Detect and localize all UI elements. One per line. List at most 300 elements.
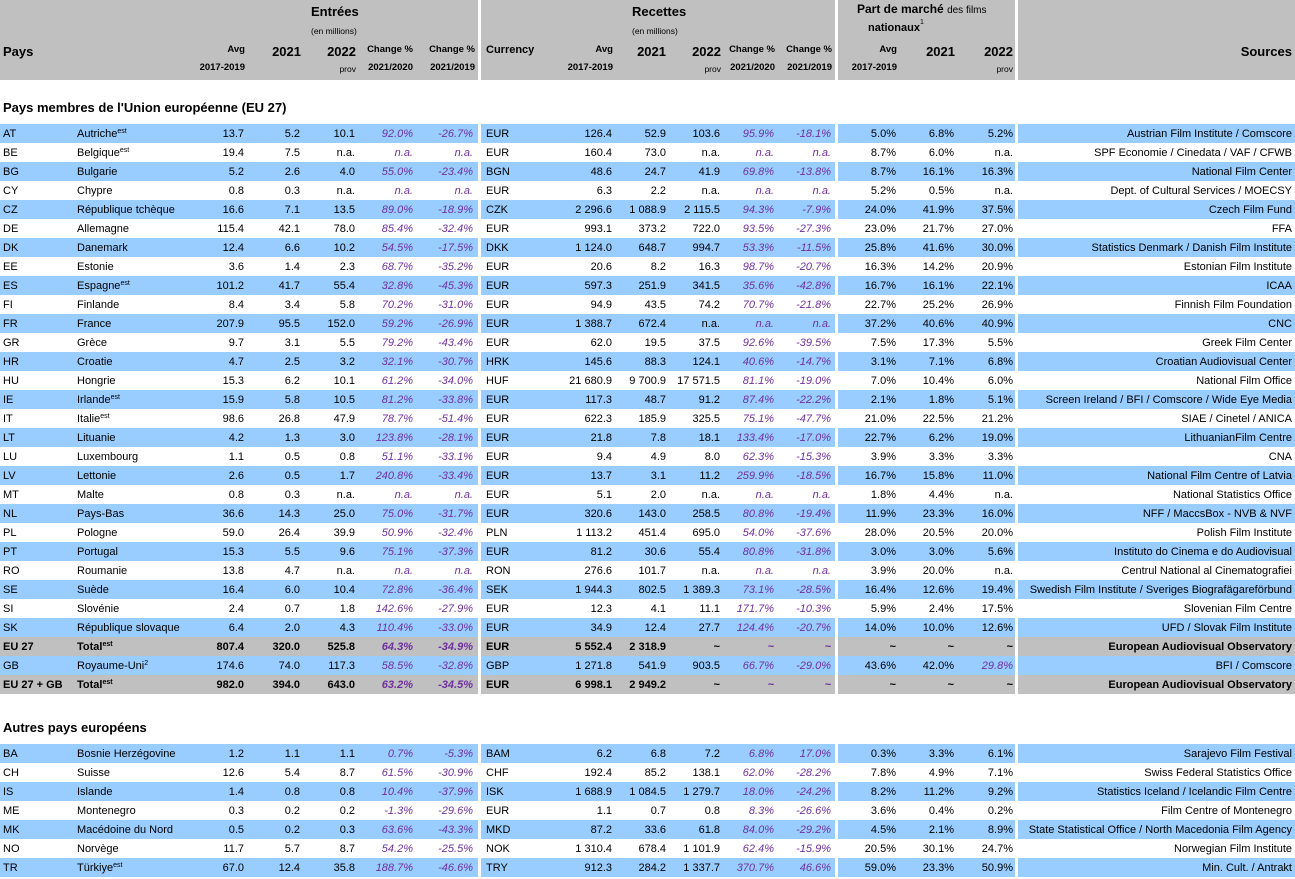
cell-r-avg: 13.7: [590, 470, 612, 482]
column-header-prov: prov: [996, 64, 1013, 74]
table-row: [0, 504, 1295, 523]
cell-r-2022: 16.3: [698, 261, 720, 273]
country-name: Estonie: [77, 261, 114, 273]
cell-code: HU: [3, 375, 19, 387]
cell-code: GB: [3, 660, 19, 672]
cell-e-2021: 5.8: [284, 394, 300, 406]
cell-e-c1: 58.5%: [381, 660, 413, 672]
cell-r-c1: 70.7%: [742, 299, 774, 311]
cell-src: Greek Film Center: [1202, 337, 1292, 349]
cell-cur: BAM: [486, 748, 510, 760]
cell-e-c2: -45.3%: [438, 280, 473, 292]
cell-cur: HRK: [486, 356, 510, 368]
cell-e-2021: 5.5: [284, 546, 300, 558]
cell-e-c2: n.a.: [454, 489, 473, 501]
cell-name: [77, 219, 129, 238]
cell-p-2021: 12.6%: [922, 584, 954, 596]
cell-cur: EUR: [486, 337, 510, 349]
cell-name: [77, 352, 112, 371]
cell-p-avg: 1.8%: [870, 489, 896, 501]
header-part-des: des films: [947, 5, 987, 16]
country-name: Slovénie: [77, 603, 120, 615]
cell-p-2022: 6.8%: [987, 356, 1013, 368]
cell-r-c2: -7.9%: [802, 204, 831, 216]
cell-p-2022: ~: [1006, 641, 1013, 653]
cell-e-2022: 25.0: [333, 508, 355, 520]
cell-e-2021: 6.0: [284, 584, 300, 596]
table-row: [0, 257, 1295, 276]
country-name: Grèce: [77, 337, 107, 349]
cell-p-2021: 16.1%: [922, 280, 954, 292]
cell-code: EU 27: [3, 641, 34, 653]
column-header-2021: 2021: [637, 44, 666, 59]
cell-name: [77, 143, 129, 162]
cell-p-avg: 3.0%: [870, 546, 896, 558]
cell-r-c1: 80.8%: [742, 508, 774, 520]
cell-e-2022: 2.3: [339, 261, 355, 273]
country-name: Montenegro: [77, 805, 136, 817]
cell-e-2022: 55.4: [333, 280, 355, 292]
cell-e-c2: -34.5%: [438, 679, 473, 691]
cell-r-c2: -39.5%: [796, 337, 831, 349]
cell-e-2022: n.a.: [336, 565, 355, 577]
cell-e-2021: 0.3: [284, 185, 300, 197]
cell-src: NFF / MaccsBox - NVB & NVF: [1142, 508, 1292, 520]
cell-r-avg: 81.2: [590, 546, 612, 558]
cell-p-2022: 5.6%: [987, 546, 1013, 558]
cell-cur: PLN: [486, 527, 508, 539]
cell-e-avg: 0.5: [228, 824, 244, 836]
cell-name: [77, 504, 124, 523]
cell-p-2021: 17.3%: [922, 337, 954, 349]
cell-r-2022: 341.5: [692, 280, 720, 292]
cell-r-avg: 160.4: [584, 147, 612, 159]
cell-p-avg: 8.7%: [870, 166, 896, 178]
cell-cur: EUR: [486, 223, 510, 235]
cell-src: Croatian Audiovisual Center: [1155, 356, 1292, 368]
country-name: Croatie: [77, 356, 113, 368]
cell-r-2022: 55.4: [698, 546, 720, 558]
table-row: [0, 744, 1295, 763]
cell-e-c2: -35.2%: [438, 261, 473, 273]
cell-p-2022: 19.4%: [981, 584, 1013, 596]
cell-e-avg: 12.4: [222, 242, 244, 254]
cell-e-avg: 8.4: [228, 299, 244, 311]
cell-code: IS: [3, 786, 14, 798]
cell-r-avg: 6.2: [596, 748, 612, 760]
country-name: Espagne: [77, 280, 121, 292]
cell-e-avg: 4.2: [228, 432, 244, 444]
cell-e-c2: -23.4%: [438, 166, 473, 178]
column-header-avg-period: 2017-2019: [199, 62, 245, 73]
cell-e-c2: -33.0%: [438, 622, 473, 634]
cell-e-c2: -37.3%: [438, 546, 473, 558]
cell-r-2021: 678.4: [638, 843, 666, 855]
cell-r-2022: 7.2: [704, 748, 720, 760]
cell-r-2022: 1 337.7: [683, 862, 720, 874]
column-header-change-period-b: 2021/2019: [430, 62, 475, 73]
cell-p-avg: 11.9%: [865, 508, 896, 520]
cell-cur: EUR: [486, 128, 510, 140]
cell-r-c2: ~: [824, 679, 831, 691]
cell-r-2021: 672.4: [638, 318, 666, 330]
cell-r-c2: 46.6%: [799, 862, 831, 874]
cell-p-2021: 30.1%: [922, 843, 954, 855]
cell-r-c2: -15.9%: [796, 843, 831, 855]
cell-e-c1: 0.7%: [387, 748, 413, 760]
cell-code: DE: [3, 223, 19, 235]
cell-r-c1: 84.0%: [742, 824, 774, 836]
table-row: [0, 295, 1295, 314]
cell-name: [77, 238, 128, 257]
cell-e-c2: -26.9%: [438, 318, 473, 330]
header-entrees: Entrées: [311, 4, 359, 19]
cell-r-c2: -19.0%: [796, 375, 831, 387]
cell-code: CY: [3, 185, 19, 197]
cell-src: CNA: [1268, 451, 1292, 463]
cell-e-c1: 10.4%: [381, 786, 413, 798]
cell-p-2021: 14.2%: [922, 261, 954, 273]
table-row: [0, 485, 1295, 504]
cell-e-c2: -32.4%: [438, 527, 473, 539]
cell-e-2021: 0.5: [284, 451, 300, 463]
table-row: [0, 276, 1295, 295]
cell-name: [77, 181, 112, 200]
cell-r-c1: 92.6%: [742, 337, 774, 349]
cell-r-c2: -21.8%: [796, 299, 831, 311]
cell-e-c1: 85.4%: [381, 223, 413, 235]
cell-e-avg: 101.2: [216, 280, 244, 292]
country-name: Macédoine du Nord: [77, 824, 174, 836]
cell-r-2021: 0.7: [650, 805, 666, 817]
cell-r-avg: 21.8: [590, 432, 612, 444]
table-row: [0, 580, 1295, 599]
cell-cur: CZK: [486, 204, 508, 216]
table-row: [0, 466, 1295, 485]
cell-e-c2: -36.4%: [438, 584, 473, 596]
cell-e-avg: 4.7: [228, 356, 244, 368]
cell-src: National Statistics Office: [1172, 489, 1292, 501]
cell-r-c1: 94.3%: [742, 204, 774, 216]
cell-e-2022: 8.7: [339, 843, 355, 855]
cell-code: NO: [3, 843, 20, 855]
cell-p-2022: 24.7%: [981, 843, 1013, 855]
cell-e-2022: n.a.: [336, 489, 355, 501]
cell-e-c1: n.a.: [394, 147, 413, 159]
country-name: Bulgarie: [77, 166, 118, 178]
cell-r-avg: 117.3: [585, 394, 612, 406]
footnote-marker: est: [117, 128, 127, 135]
table-row: [0, 618, 1295, 637]
cell-r-2022: n.a.: [701, 147, 720, 159]
cell-e-2022: 0.3: [339, 824, 355, 836]
cell-r-avg: 5 552.4: [575, 641, 612, 653]
cell-name: [77, 409, 110, 428]
cell-p-2021: 11.2%: [923, 786, 954, 798]
cell-p-avg: 8.7%: [870, 147, 896, 159]
cell-name: [77, 523, 117, 542]
cell-e-2021: 14.3: [278, 508, 300, 520]
cell-code: DK: [3, 242, 19, 254]
cell-p-2021: 1.8%: [928, 394, 954, 406]
cell-p-2021: 7.1%: [928, 356, 954, 368]
cell-p-avg: 7.0%: [870, 375, 896, 387]
cell-r-2021: 43.5: [644, 299, 666, 311]
cell-r-2021: 3.1: [650, 470, 666, 482]
cell-src: National Film Center: [1191, 166, 1292, 178]
cell-src: National Film Office: [1196, 375, 1292, 387]
cell-code: TR: [3, 862, 18, 874]
cell-name: [77, 333, 107, 352]
cell-e-2022: 3.0: [339, 432, 355, 444]
cell-e-2022: 5.8: [339, 299, 355, 311]
cell-p-avg: 7.5%: [870, 337, 896, 349]
cell-src: Austrian Film Institute / Comscore: [1126, 128, 1292, 140]
cell-p-2022: 16.3%: [981, 166, 1013, 178]
cell-src: European Audiovisual Observatory: [1108, 641, 1292, 653]
table-row: [0, 143, 1295, 162]
cell-r-2022: ~: [713, 641, 720, 653]
cell-p-avg: 20.5%: [864, 843, 896, 855]
cell-src: National Film Centre of Latvia: [1147, 470, 1292, 482]
column-header-avg: Avg: [595, 44, 613, 55]
cell-p-avg: 7.8%: [870, 767, 896, 779]
cell-code: SI: [3, 603, 14, 615]
cell-src: Finnish Film Foundation: [1174, 299, 1292, 311]
cell-e-c2: -18.9%: [438, 204, 473, 216]
cell-src: Dept. of Cultural Services / MOECSY: [1110, 185, 1292, 197]
cell-r-2022: 11.2: [699, 470, 720, 482]
cell-r-c1: n.a.: [755, 318, 774, 330]
cell-p-2021: 6.2%: [928, 432, 954, 444]
cell-p-avg: 4.5%: [870, 824, 896, 836]
cell-code: BA: [3, 748, 18, 760]
cell-r-c1: 80.8%: [742, 546, 774, 558]
cell-r-2022: 2 115.5: [684, 204, 720, 216]
cell-e-avg: 15.9: [222, 394, 244, 406]
cell-src: Instituto do Cinema e do Audiovisual: [1114, 546, 1292, 558]
country-name: République tchèque: [77, 204, 175, 216]
cell-e-2021: 2.0: [284, 622, 300, 634]
cell-r-c2: -28.5%: [796, 584, 831, 596]
cell-r-avg: 21 680.9: [569, 375, 612, 387]
cell-r-2022: n.a.: [701, 318, 720, 330]
country-name: République slovaque: [77, 622, 180, 634]
cell-code: MT: [3, 489, 19, 501]
cell-e-c1: 78.7%: [381, 413, 413, 425]
cell-e-avg: 19.4: [222, 147, 244, 159]
cell-src: Statistics Iceland / Icelandic Film Centre: [1096, 786, 1292, 798]
table-row: [0, 820, 1295, 839]
row-shading: [1018, 314, 1295, 333]
cell-e-avg: 12.6: [222, 767, 244, 779]
cell-e-c1: 63.2%: [381, 679, 413, 691]
cell-p-2021: 2.4%: [928, 603, 954, 615]
country-name: Pays-Bas: [77, 508, 125, 520]
cell-e-2022: 10.5: [333, 394, 355, 406]
cell-e-2022: 39.9: [333, 527, 355, 539]
cell-r-c1: 40.6%: [742, 356, 774, 368]
cell-src: UFD / Slovak Film Institute: [1161, 622, 1292, 634]
cell-e-2022: 3.2: [339, 356, 355, 368]
column-header-2021: 2021: [272, 44, 301, 59]
cell-r-c2: n.a.: [812, 318, 831, 330]
cell-e-c1: 188.7%: [375, 862, 413, 874]
cell-e-avg: 1.1: [228, 451, 244, 463]
cell-r-avg: 597.3: [584, 280, 612, 292]
cell-r-c2: -27.3%: [796, 223, 831, 235]
cell-r-c2: -28.2%: [796, 767, 831, 779]
cell-code: CZ: [3, 204, 18, 216]
cell-p-2022: n.a.: [994, 489, 1013, 501]
cell-src: Statistics Denmark / Danish Film Institute: [1091, 242, 1292, 254]
cell-code: ES: [3, 280, 18, 292]
cell-p-2022: 20.9%: [981, 261, 1013, 273]
cell-e-2022: 13.5: [333, 204, 355, 216]
cell-e-2021: 0.3: [284, 489, 300, 501]
cell-e-c1: 32.8%: [381, 280, 413, 292]
table-row: [0, 428, 1295, 447]
cell-p-2022: n.a.: [994, 185, 1013, 197]
cell-r-avg: 1 271.8: [575, 660, 612, 672]
cell-r-c2: -42.8%: [796, 280, 831, 292]
cell-cur: NOK: [486, 843, 510, 855]
cell-r-2022: 994.7: [692, 242, 720, 254]
cell-code: GR: [3, 337, 20, 349]
cell-r-c2: -17.0%: [796, 432, 831, 444]
cell-e-avg: 2.4: [228, 603, 244, 615]
cell-p-avg: 25.8%: [864, 242, 896, 254]
cell-name: [77, 390, 120, 409]
column-header-2022: 2022: [984, 44, 1013, 59]
cell-p-2021: 23.3%: [922, 508, 954, 520]
table-row: [0, 238, 1295, 257]
country-name: Portugal: [77, 546, 118, 558]
cell-p-2021: 3.3%: [928, 748, 954, 760]
cell-p-avg: 0.3%: [870, 748, 896, 760]
cell-e-c1: 75.1%: [381, 546, 413, 558]
cell-r-avg: 62.0: [590, 337, 612, 349]
cell-cur: EUR: [486, 394, 510, 406]
cell-e-2021: 41.7: [278, 280, 300, 292]
cell-name: [77, 466, 116, 485]
cell-r-c2: -29.2%: [796, 824, 831, 836]
cell-p-2021: 22.5%: [922, 413, 954, 425]
table-row: [0, 675, 1295, 694]
cell-e-avg: 1.4: [228, 786, 244, 798]
cell-p-avg: 23.0%: [864, 223, 896, 235]
cell-e-avg: 9.7: [228, 337, 244, 349]
cell-e-2022: 4.0: [339, 166, 355, 178]
cell-e-c2: -34.0%: [438, 375, 473, 387]
row-shading: [838, 637, 1015, 656]
footnote-marker: est: [110, 394, 120, 401]
cell-p-avg: 59.0%: [864, 862, 896, 874]
cell-p-2022: 5.1%: [987, 394, 1013, 406]
cell-p-2022: 7.1%: [987, 767, 1013, 779]
cell-r-c2: n.a.: [812, 489, 831, 501]
table-row: [0, 858, 1295, 877]
cell-p-2022: 8.9%: [987, 824, 1013, 836]
cell-r-c1: 6.8%: [748, 748, 774, 760]
cell-name: [77, 858, 122, 877]
cell-cur: CHF: [486, 767, 509, 779]
cell-r-2021: 143.0: [638, 508, 666, 520]
column-header-avg: Avg: [879, 44, 897, 55]
cell-cur: SEK: [486, 584, 509, 596]
cell-p-avg: 37.2%: [864, 318, 896, 330]
cell-p-avg: 16.7%: [864, 280, 896, 292]
cell-src: Centrul National al Cinematografiei: [1121, 565, 1292, 577]
cell-e-avg: 1.2: [228, 748, 244, 760]
cell-r-c1: 18.0%: [742, 786, 774, 798]
cell-src: LithuanianFilm Centre: [1184, 432, 1292, 444]
cell-e-c1: n.a.: [394, 565, 413, 577]
cell-p-avg: 22.7%: [864, 299, 896, 311]
country-name: Lettonie: [77, 470, 117, 482]
cell-e-2021: 0.5: [284, 470, 300, 482]
column-header-change-period-a: 2021/2020: [368, 62, 413, 73]
cell-r-2021: 1 088.9: [629, 204, 666, 216]
country-name: Danemark: [77, 242, 128, 254]
cell-r-avg: 1 124.0: [575, 242, 612, 254]
cell-e-c2: -43.3%: [438, 824, 473, 836]
footnote-marker: 2: [144, 660, 149, 667]
cell-e-2021: 26.4: [278, 527, 300, 539]
cell-code: CH: [3, 767, 19, 779]
cell-e-c1: 54.5%: [381, 242, 413, 254]
cell-p-avg: 3.9%: [870, 565, 896, 577]
cell-src: Slovenian Film Centre: [1183, 603, 1292, 615]
cell-name: [77, 637, 113, 656]
cell-r-avg: 2 296.6: [575, 204, 612, 216]
cell-p-2022: 5.5%: [987, 337, 1013, 349]
cell-e-c1: 89.0%: [381, 204, 413, 216]
cell-e-2022: 643.0: [327, 679, 355, 691]
cell-e-avg: 115.4: [217, 223, 244, 235]
cell-p-2022: 16.0%: [981, 508, 1013, 520]
cell-e-avg: 982.0: [216, 679, 244, 691]
cell-e-2021: 394.0: [272, 679, 300, 691]
cell-p-2021: 0.4%: [928, 805, 954, 817]
cell-name: [77, 162, 117, 181]
cell-code: BE: [3, 147, 18, 159]
cell-p-2021: 41.9%: [922, 204, 954, 216]
cell-p-2022: 37.5%: [981, 204, 1013, 216]
country-name: Royaume-Uni: [77, 660, 145, 672]
cell-r-avg: 145.6: [584, 356, 612, 368]
cell-cur: EUR: [486, 147, 510, 159]
cell-code: EE: [3, 261, 18, 273]
cell-p-avg: 5.9%: [870, 603, 896, 615]
cell-e-2022: 525.8: [327, 641, 355, 653]
cell-p-2021: 40.6%: [922, 318, 954, 330]
cell-r-2022: 18.1: [698, 432, 720, 444]
cell-p-2021: 10.4%: [922, 375, 954, 387]
cell-name: [77, 124, 127, 143]
cell-code: PT: [3, 546, 18, 558]
cell-cur: EUR: [486, 413, 510, 425]
cell-p-avg: 14.0%: [864, 622, 896, 634]
country-name: Bosnie Herzégovine: [77, 748, 176, 760]
cell-e-c1: 142.6%: [375, 603, 413, 615]
cell-name: [77, 675, 113, 694]
cell-e-c2: -33.4%: [438, 470, 473, 482]
cell-src: European Audiovisual Observatory: [1108, 679, 1292, 691]
cell-src: Min. Cult. / Antrakt: [1202, 862, 1292, 874]
cell-e-2022: 78.0: [333, 223, 355, 235]
cell-p-avg: ~: [889, 641, 896, 653]
